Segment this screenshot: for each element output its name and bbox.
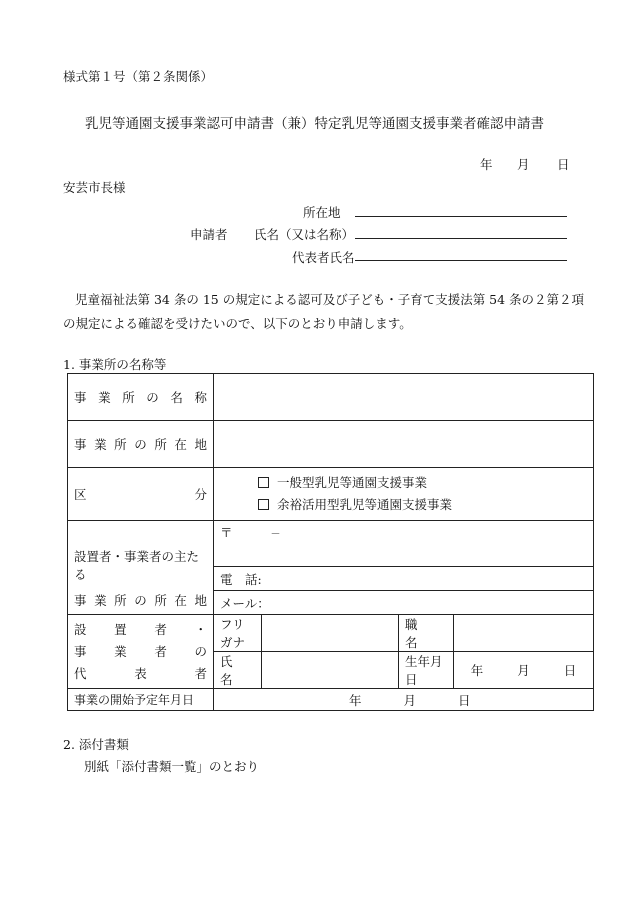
facility-name-label: 事 業 所 の 名 称 <box>68 374 214 421</box>
date-year: 年 <box>480 157 493 172</box>
birth-year: 年 <box>470 663 484 678</box>
option-general-label: 一般型乳児等通園支援事業 <box>277 475 428 490</box>
section2-text: 別紙「添付書類一覧」のとおり <box>84 759 260 774</box>
main-office-label-line2: 事 業 所 の 所 在 地 <box>74 592 207 608</box>
start-date-label: 事業の開始予定年月日 <box>68 689 214 711</box>
category-label-left: 区 <box>74 487 87 502</box>
email-cell[interactable] <box>214 591 594 615</box>
representative-line[interactable] <box>355 260 567 261</box>
address-label: 所在地 <box>303 205 341 220</box>
furigana-label: フリガナ <box>214 615 262 652</box>
birthdate-label: 生年月日 <box>399 652 454 689</box>
start-date-cell[interactable] <box>214 689 594 711</box>
main-office-label <box>68 521 214 615</box>
table-row <box>68 421 594 468</box>
applicant-label: 申請者 <box>190 227 228 242</box>
section2-heading: 2. 添付書類 <box>63 737 129 752</box>
category-label <box>68 468 214 521</box>
checkbox-icon[interactable] <box>258 477 269 488</box>
main-office-label-line1: 設置者・事業者の主たる <box>74 548 200 582</box>
start-month: 月 <box>403 692 417 708</box>
checkbox-icon[interactable] <box>258 499 269 510</box>
date-day: 日 <box>557 157 570 172</box>
category-label-right: 分 <box>194 487 207 502</box>
category-options <box>214 468 594 521</box>
option-surplus-label: 余裕活用型乳児等通園支援事業 <box>277 497 453 512</box>
rep-label-line3: 代 表 者 <box>74 665 207 681</box>
form-number: 様式第１号（第２条関係） <box>63 69 214 84</box>
position-label: 職 名 <box>399 615 454 652</box>
birthdate-cell[interactable] <box>454 652 594 689</box>
postal-dash: － <box>270 529 281 540</box>
name-label: 氏名（又は名称） <box>254 227 355 242</box>
phone-label: 電 話: <box>220 571 262 587</box>
phone-cell[interactable] <box>214 567 594 591</box>
option-surplus[interactable] <box>258 494 587 516</box>
position-cell[interactable] <box>454 615 594 652</box>
table-row <box>68 615 594 652</box>
recipient: 安芸市長様 <box>63 180 126 195</box>
email-label: メール： <box>220 595 270 611</box>
postal-mark: 〒 <box>220 525 233 540</box>
facility-address-label: 事 業 所 の 所 在 地 <box>68 421 214 468</box>
facility-address-cell[interactable] <box>214 421 594 468</box>
name-line[interactable] <box>355 238 567 239</box>
document-title: 乳児等通園支援事業認可申請書（兼）特定乳児等通園支援事業者確認申請書 <box>85 116 544 132</box>
address-line[interactable] <box>355 216 567 217</box>
table-row <box>68 468 594 521</box>
table-row <box>68 374 594 421</box>
rep-label-line2: 事 業 者 の <box>74 643 207 659</box>
option-general[interactable] <box>258 472 587 494</box>
body-text-line1: 児童福祉法第 34 条の 15 の規定による認可及び子ども・子育て支援法第 54 条の２第２項 <box>75 292 585 307</box>
body-text-line2: の規定による確認を受けたいので、以下のとおり申請します。 <box>63 316 412 331</box>
rep-label-line1: 設 置 者 ・ <box>74 621 207 637</box>
start-day: 日 <box>458 692 471 708</box>
representative-row-label <box>68 615 214 689</box>
date-month: 月 <box>517 157 530 172</box>
birth-day: 日 <box>563 663 577 678</box>
start-year: 年 <box>349 692 362 708</box>
furigana-cell[interactable] <box>262 615 399 652</box>
postal-cell[interactable] <box>214 521 594 567</box>
birth-month: 月 <box>517 663 530 678</box>
name-label-cell: 氏 名 <box>214 652 262 689</box>
facility-name-cell[interactable] <box>214 374 594 421</box>
table-row <box>68 689 594 711</box>
section1-heading: 1. 事業所の名称等 <box>63 357 167 372</box>
table-row <box>68 521 594 567</box>
facility-table <box>67 373 594 711</box>
representative-label: 代表者氏名 <box>292 250 355 265</box>
name-cell[interactable] <box>262 652 399 689</box>
